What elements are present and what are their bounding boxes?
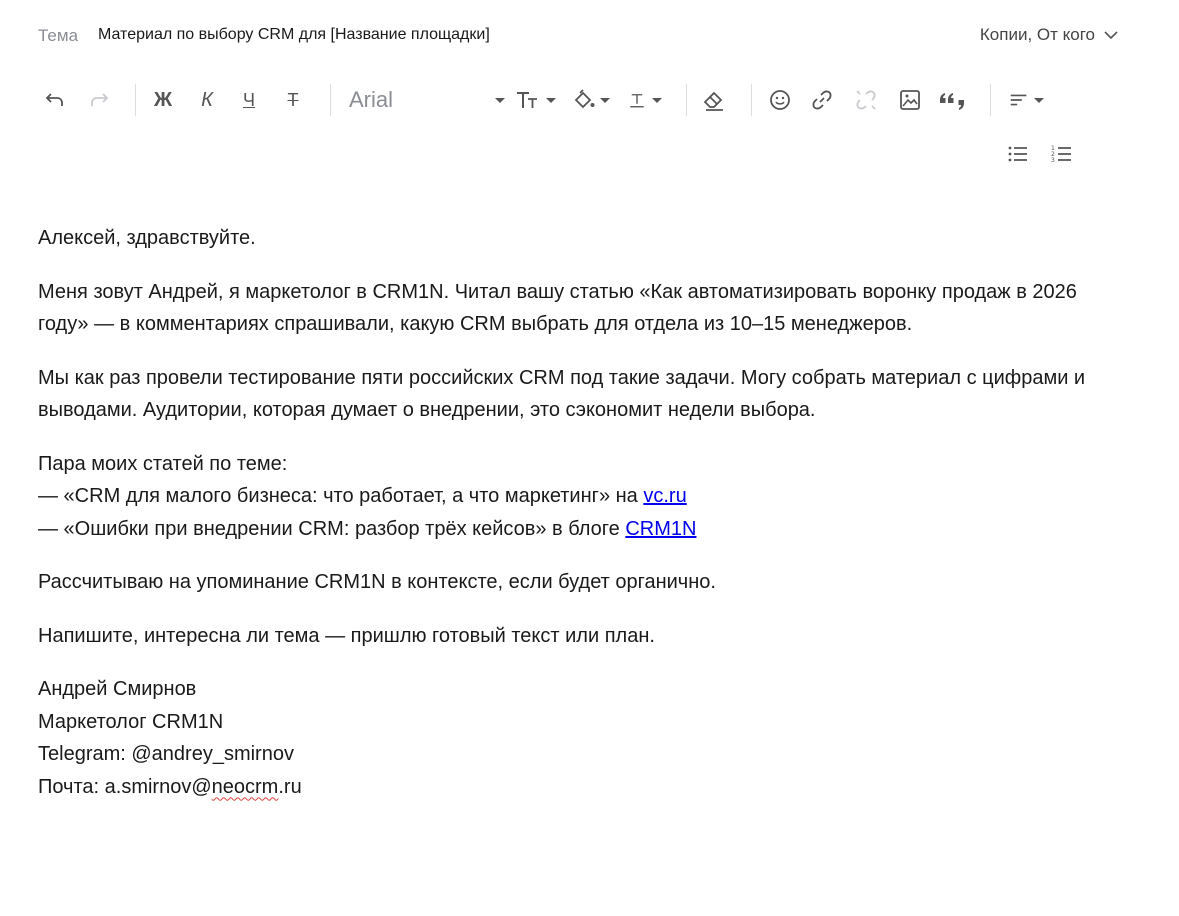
- article-1-link[interactable]: vc.ru: [643, 485, 687, 507]
- formatting-toolbar-row-2: [0, 134, 1179, 174]
- signature-telegram: Telegram: @andrey_smirnov: [38, 743, 294, 765]
- underline-icon: Ч: [243, 89, 255, 110]
- toolbar-divider: [990, 84, 991, 116]
- article-2-link[interactable]: CRM1N: [625, 517, 697, 540]
- eraser-icon: [702, 88, 726, 112]
- svg-text:3: 3: [1051, 157, 1055, 164]
- font-size-icon: [514, 88, 542, 112]
- bulleted-list-button[interactable]: [1005, 134, 1031, 174]
- italic-icon: К: [201, 88, 213, 111]
- text-color-button[interactable]: [624, 78, 666, 122]
- caret-down-icon: [600, 98, 610, 103]
- fill-color-icon: [572, 88, 596, 112]
- svg-text:2: 2: [1051, 151, 1055, 158]
- signature-email-prefix: Почта: a.smirnov@: [38, 775, 212, 798]
- subject-row: [0, 0, 1179, 72]
- chevron-down-icon: [1103, 27, 1119, 43]
- align-icon: [1008, 88, 1030, 112]
- paragraph-offer: Мы как раз провели тестирование пяти российских CRM под такие задачи. Могу собрать материал с цифрами и выводами. Аудитории, которая думает о внедрении, это сэкономит недели выбора.: [38, 366, 1086, 421]
- toolbar-divider: [330, 84, 331, 116]
- link-icon: [810, 88, 834, 112]
- paragraph-articles: [38, 448, 1118, 546]
- remove-link-button[interactable]: [852, 78, 880, 122]
- underline-button[interactable]: [236, 78, 262, 122]
- paragraph-intro: Меня зовут Андрей, я маркетолог в CRM1N. Читал вашу статью «Как автоматизировать воронку продаж в 2026 году» — в комментариях спрашивали, какую CRM выбрать для отдела из 10–15 менеджеров.: [38, 280, 1077, 335]
- subject-input[interactable]: Материал по выбору CRM для [Название площадки]: [98, 26, 490, 43]
- fill-color-button[interactable]: [570, 78, 612, 122]
- redo-icon: [87, 88, 111, 112]
- copies-from-toggle[interactable]: [980, 25, 1119, 45]
- numbered-list-button[interactable]: [1049, 134, 1075, 174]
- toolbar-divider: [686, 84, 687, 116]
- signature-email: [38, 776, 302, 798]
- articles-intro: Пара моих статей по теме:: [38, 452, 288, 475]
- italic-button[interactable]: [194, 78, 220, 122]
- text-color-icon: [628, 88, 646, 112]
- bold-button[interactable]: [150, 78, 176, 122]
- signature-role: Маркетолог CRM1N: [38, 710, 224, 733]
- undo-button[interactable]: [42, 78, 68, 122]
- font-family-select[interactable]: [349, 78, 505, 122]
- image-icon: [898, 88, 922, 112]
- article-1-text: — «CRM для малого бизнеса: что работает, а что маркетинг» на: [38, 485, 644, 507]
- font-family-value: Arial: [349, 87, 394, 112]
- caret-down-icon: [546, 98, 556, 103]
- paragraph-cta: Напишите, интересна ли тема — пришлю готовый текст или план.: [38, 624, 655, 647]
- copies-from-label: Копии, От кого: [979, 25, 1095, 44]
- subject-label: Тема: [38, 26, 79, 45]
- bulleted-list-icon: [1006, 142, 1030, 166]
- svg-text:1: 1: [1051, 145, 1055, 152]
- strikethrough-icon: Т: [287, 89, 299, 110]
- signature: [38, 673, 1118, 803]
- strikethrough-button[interactable]: [280, 78, 306, 122]
- clear-format-button[interactable]: [700, 78, 728, 122]
- message-body-editor[interactable]: [38, 222, 1118, 824]
- insert-link-button[interactable]: [808, 78, 836, 122]
- caret-down-icon: [1034, 98, 1044, 103]
- quote-button[interactable]: [936, 78, 968, 122]
- signature-email-suffix: .ru: [278, 775, 302, 798]
- greeting: Алексей, здравствуйте.: [38, 227, 256, 249]
- spellcheck-underlined-word[interactable]: neocrm: [211, 775, 279, 798]
- unlink-icon: [854, 88, 878, 112]
- numbered-list-icon: [1050, 142, 1074, 166]
- toolbar-divider: [135, 84, 136, 116]
- caret-down-icon: [652, 98, 662, 103]
- redo-button[interactable]: [86, 78, 112, 122]
- signature-name: Андрей Смирнов: [38, 678, 197, 700]
- font-size-button[interactable]: [513, 78, 557, 122]
- emoji-icon: [768, 88, 792, 112]
- undo-icon: [43, 88, 67, 112]
- paragraph-mention: Рассчитываю на упоминание CRM1N в контексте, если будет органично.: [38, 571, 716, 593]
- emoji-button[interactable]: [766, 78, 794, 122]
- bold-icon: Ж: [153, 88, 173, 111]
- toolbar-divider: [751, 84, 752, 116]
- formatting-toolbar: [0, 78, 1179, 122]
- insert-image-button[interactable]: [896, 78, 924, 122]
- article-2-text: — «Ошибки при внедрении CRM: разбор трёх кейсов» в блоге: [38, 517, 626, 540]
- caret-down-icon: [495, 98, 505, 103]
- quote-icon: [937, 88, 967, 112]
- align-button[interactable]: [1005, 78, 1047, 122]
